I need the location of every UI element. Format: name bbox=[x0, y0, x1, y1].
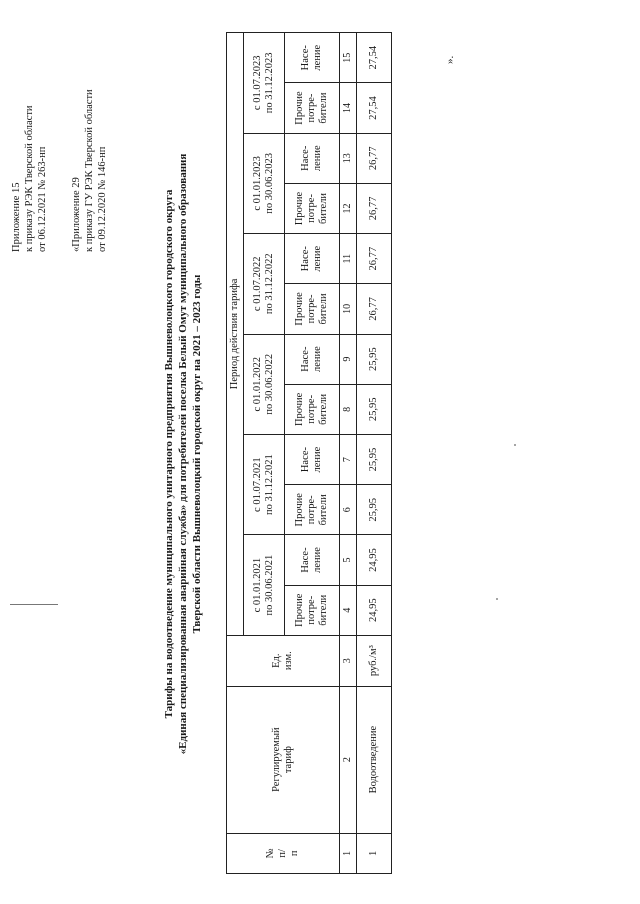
tariff-value-cell: 26,77 bbox=[357, 284, 392, 334]
period-to: по 31.12.2022 bbox=[264, 253, 275, 315]
period-from: с 01.07.2023 bbox=[252, 55, 263, 111]
period-to: по 31.12.2023 bbox=[264, 52, 275, 114]
period-cell bbox=[244, 434, 285, 534]
subheader-population bbox=[285, 334, 340, 384]
period-cell bbox=[244, 33, 285, 134]
subheader-population bbox=[285, 434, 340, 484]
subheader-other-line: Прочие bbox=[294, 593, 305, 627]
period-to: по 30.06.2023 bbox=[264, 152, 275, 214]
subheader-population bbox=[285, 234, 340, 284]
appendix-new-block bbox=[10, 32, 49, 252]
subheader-other-line: потре- bbox=[306, 394, 317, 424]
subheader-population-line: ление bbox=[312, 145, 323, 172]
tariff-value-cell: 25,95 bbox=[357, 434, 392, 484]
subheader-population-line: Насе- bbox=[300, 246, 311, 272]
subheader-population-line: Насе- bbox=[300, 547, 311, 573]
index-row bbox=[340, 33, 357, 874]
period-from: с 01.01.2023 bbox=[252, 156, 263, 211]
subheader-other-line: потре- bbox=[306, 495, 317, 525]
appendix-line: к приказу РЭК Тверской области bbox=[24, 105, 35, 252]
header-name bbox=[227, 686, 340, 833]
appendix-line: к приказу ГУ РЭК Тверской области bbox=[84, 89, 95, 252]
subheader-other bbox=[285, 384, 340, 434]
header-row bbox=[227, 33, 244, 874]
subheader-population-line: ление bbox=[312, 245, 323, 272]
subheader-population-line: Насе- bbox=[300, 346, 311, 372]
subheader-population bbox=[285, 535, 340, 585]
subheader-other-line: Прочие bbox=[294, 392, 305, 427]
index-cell: 2 bbox=[340, 686, 357, 833]
subheader-other bbox=[285, 485, 340, 535]
index-cell: 14 bbox=[340, 83, 357, 133]
footer-rule bbox=[10, 604, 58, 605]
period-cell bbox=[244, 535, 285, 635]
subheader-population-line: Насе- bbox=[300, 145, 311, 171]
tariff-value-cell: 24,95 bbox=[357, 585, 392, 635]
index-cell: 1 bbox=[340, 833, 357, 873]
subheader-population bbox=[285, 133, 340, 183]
title-line: Тверской области Вышневолоцкий городской округ на 2021 – 2023 годы bbox=[191, 274, 203, 634]
index-cell: 7 bbox=[340, 434, 357, 484]
subheader-other-line: Прочие bbox=[294, 91, 305, 125]
subheader-population-line: Насе- bbox=[300, 446, 311, 473]
period-from: с 01.07.2021 bbox=[252, 457, 263, 512]
index-cell: 5 bbox=[340, 535, 357, 585]
period-to: по 30.06.2022 bbox=[264, 353, 275, 415]
appendix-line: от 06.12.2021 № 263-нп bbox=[37, 146, 48, 252]
subheader-population-line: Насе- bbox=[300, 45, 311, 71]
scan-speck bbox=[496, 598, 498, 600]
subheader-population-line: ление bbox=[312, 547, 323, 573]
period-from: с 01.01.2021 bbox=[252, 557, 263, 613]
index-cell: 8 bbox=[340, 384, 357, 434]
subheader-other-line: бители bbox=[318, 92, 329, 124]
appendix-line: от 09.12.2020 № 146-нп bbox=[97, 146, 108, 252]
subheader-population-line: ление bbox=[312, 346, 323, 373]
tariff-value-cell: 27,54 bbox=[357, 33, 392, 83]
subheader-other-line: бители bbox=[318, 393, 329, 425]
index-cell: 10 bbox=[340, 284, 357, 334]
closing-mark: ». bbox=[444, 55, 456, 64]
subheader-other bbox=[285, 83, 340, 133]
period-cell bbox=[244, 133, 285, 233]
row-num: 1 bbox=[357, 833, 392, 873]
subheader-other-line: потре- bbox=[306, 595, 317, 625]
index-cell: 4 bbox=[340, 585, 357, 635]
row-name: Водоотведение bbox=[357, 686, 392, 833]
subheader-other-line: бители bbox=[318, 594, 329, 626]
index-cell: 13 bbox=[340, 133, 357, 183]
header-num bbox=[227, 833, 340, 873]
subheader-other-line: потре- bbox=[306, 93, 317, 123]
period-from: с 01.07.2022 bbox=[252, 256, 263, 312]
tariff-table bbox=[226, 32, 392, 874]
header-name-line: тариф bbox=[283, 746, 294, 774]
subheader-other-line: Прочие bbox=[294, 191, 305, 226]
subheader-other bbox=[285, 284, 340, 334]
subheader-other-line: Прочие bbox=[294, 292, 305, 326]
period-cell bbox=[244, 334, 285, 434]
subheader-other-line: бители bbox=[318, 293, 329, 325]
tariff-value-cell: 24,95 bbox=[357, 535, 392, 585]
index-cell: 15 bbox=[340, 33, 357, 83]
index-cell: 3 bbox=[340, 635, 357, 686]
header-name-line: Регулируемый bbox=[271, 727, 282, 792]
period-to: по 31.12.2021 bbox=[264, 454, 275, 516]
subheader-population-line: ление bbox=[312, 446, 323, 473]
subheader-other-line: бители bbox=[318, 192, 329, 225]
tariff-value-cell: 27,54 bbox=[357, 83, 392, 133]
period-cell bbox=[244, 234, 285, 334]
subheader-other-line: потре- bbox=[306, 294, 317, 324]
table-row bbox=[357, 33, 392, 874]
period-from: с 01.01.2022 bbox=[252, 356, 263, 412]
subheader-other bbox=[285, 183, 340, 233]
row-unit: руб./м³ bbox=[357, 635, 392, 686]
appendix-line: Приложение 15 bbox=[11, 182, 22, 252]
header-period: Период действия тарифа bbox=[227, 33, 244, 636]
appendix-old-block bbox=[70, 32, 109, 252]
header-num-line: № bbox=[265, 848, 276, 859]
document-title bbox=[162, 34, 204, 874]
tariff-value-cell: 25,95 bbox=[357, 485, 392, 535]
header-num-line: п/ bbox=[277, 849, 288, 858]
period-to: по 30.06.2021 bbox=[264, 554, 275, 616]
subheader-other-line: потре- bbox=[306, 194, 317, 223]
title-line: Тарифы на водоотведение муниципального унитарного предприятия Вышневолоцкого городского округа bbox=[163, 189, 175, 719]
subheader-population-line: ление bbox=[312, 44, 323, 71]
index-cell: 6 bbox=[340, 485, 357, 535]
header-unit-line: изм. bbox=[283, 651, 294, 671]
index-cell: 9 bbox=[340, 334, 357, 384]
subheader-population bbox=[285, 33, 340, 83]
tariff-value-cell: 26,77 bbox=[357, 133, 392, 183]
subheader-other-line: Прочие bbox=[294, 493, 305, 527]
tariff-value-cell: 25,95 bbox=[357, 334, 392, 384]
title-line: «Единая специализированная аварийная служба» для потребителей поселка Белый Омут муниципального образования bbox=[177, 153, 189, 755]
header-num-line: п bbox=[289, 850, 300, 857]
tariff-value-cell: 25,95 bbox=[357, 384, 392, 434]
subheader-other-line: бители bbox=[318, 494, 329, 526]
index-cell: 12 bbox=[340, 183, 357, 233]
header-unit bbox=[227, 635, 340, 686]
tariff-value-cell: 26,77 bbox=[357, 234, 392, 284]
header-unit-line: Ед. bbox=[271, 653, 282, 668]
appendix-line: «Приложение 29 bbox=[71, 177, 82, 252]
scan-speck bbox=[514, 444, 516, 446]
subheader-other bbox=[285, 585, 340, 635]
index-cell: 11 bbox=[340, 234, 357, 284]
tariff-value-cell: 26,77 bbox=[357, 183, 392, 233]
